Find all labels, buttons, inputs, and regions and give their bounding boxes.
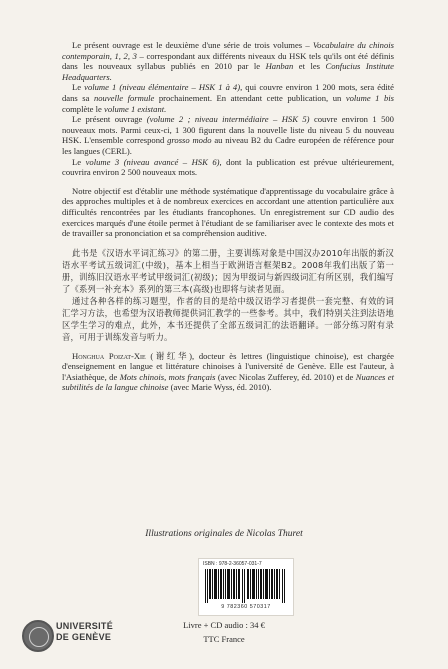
body-text <box>62 40 394 393</box>
price-label: Livre + CD audio : 34 € <box>183 620 265 630</box>
barcode <box>198 558 294 616</box>
paragraph-series: Le présent ouvrage est le deuxième d'une série de trois volumes – Vocabulaire du chinois contemporain, 1, 2, 3 – correspondant aux différents niveaux du HSK tels qu'ils ont été définis dans les nouveaux syllabus publiés en 2010 par le Hanban et les Confucius Institute Headquarters. <box>62 40 394 82</box>
university-logo <box>22 612 142 652</box>
university-seal-icon <box>22 620 54 652</box>
barcode-graphic <box>205 569 287 603</box>
barcode-number: 9 782360 570317 <box>221 604 271 610</box>
paragraph-objective: Notre objectif est d'établir une méthode systématique d'apprentissage du vocabulaire grâce à des approches multiples et à de nombreux exercices en accordant une attention particulière aux difficultés rencontrées par les étudiants francophones. Un enregistrement sur CD audio des exercices marqués d'une étoile permet à l'étudiant de se familiariser avec le contexte des mots et de travailler sa prononciation et sa compréhension auditive. <box>62 185 394 239</box>
paragraph-volume1: Le volume 1 (niveau élémentaire – HSK 1 à 4), qui couvre environ 1 200 mots, sera édité dans sa nouvelle formule prochainement. En attendant cette publication, un volume 1 bis complète le volume 1 existant. <box>62 82 394 114</box>
paragraph-chinese-1: 此书是《汉语水平词汇练习》的第二册，主要训练对象是中国汉办2010年出版的新汉语水平考试五级词汇(中级)，基本上相当于欧洲语言框架B2。2008年我们出版了第一册，训练旧汉语水平考试甲级词汇(初级)；因为甲级词与新四级词汇有所区别，我们编写了《系列一补充本》系列的第三本(高级)也即将与读者见面。 <box>62 247 394 294</box>
paragraph-volume3: Le volume 3 (niveau avancé – HSK 6), dont la publication est prévue ultérieurement, couvrira environ 2 500 nouveaux mots. <box>62 156 395 178</box>
publisher-label: TTC France <box>203 634 245 644</box>
paragraph-chinese-2: 通过各种各样的练习题型，作者的目的是给中级汉语学习者提供一套完整、有效的词汇学习方法，也希望为汉语教师提供词汇教学的一些参考。其中，我们特别关注到法语地区学生学习的难点，此外，本书还提供了全部五级词汇的法语翻译。一部分练习附有录音，可用于训练发音与听力。 <box>62 295 394 342</box>
illustrations-credit: Illustrations originales de Nicolas Thuret <box>145 529 303 539</box>
barcode-bars <box>205 569 287 603</box>
paragraph-volume2: Le présent ouvrage (volume 2 ; niveau intermédiaire – HSK 5) couvre environ 1 500 nouveaux mots. Parmi ceux-ci, 1 300 figurent dans la nouvelle liste du niveau 5 du nouveau HSK. L'ensemble correspond grosso modo au niveau B2 du Cadre européen de référence pour les langues (CERL). <box>62 114 394 156</box>
paragraph-author-bio: Honghua Poizat-Xie (谢红华), docteur ès lettres (linguistique chinoise), est chargée d'enseignement en langue et littérature chinoises à l'université de Genève. Elle est l'auteur, à l'Asiathèque, de Mots chinois, mots français (avec Nicolas Zufferey, éd. 2010) et de Nuances et subtilités de la langue chinoise (avec Marie Wyss, éd. 2010). <box>62 350 394 393</box>
isbn-label: ISBN : 978-2-36057-031-7 <box>203 561 262 567</box>
university-logo-text: UNIVERSITÉ DE GENÈVE <box>56 621 114 642</box>
